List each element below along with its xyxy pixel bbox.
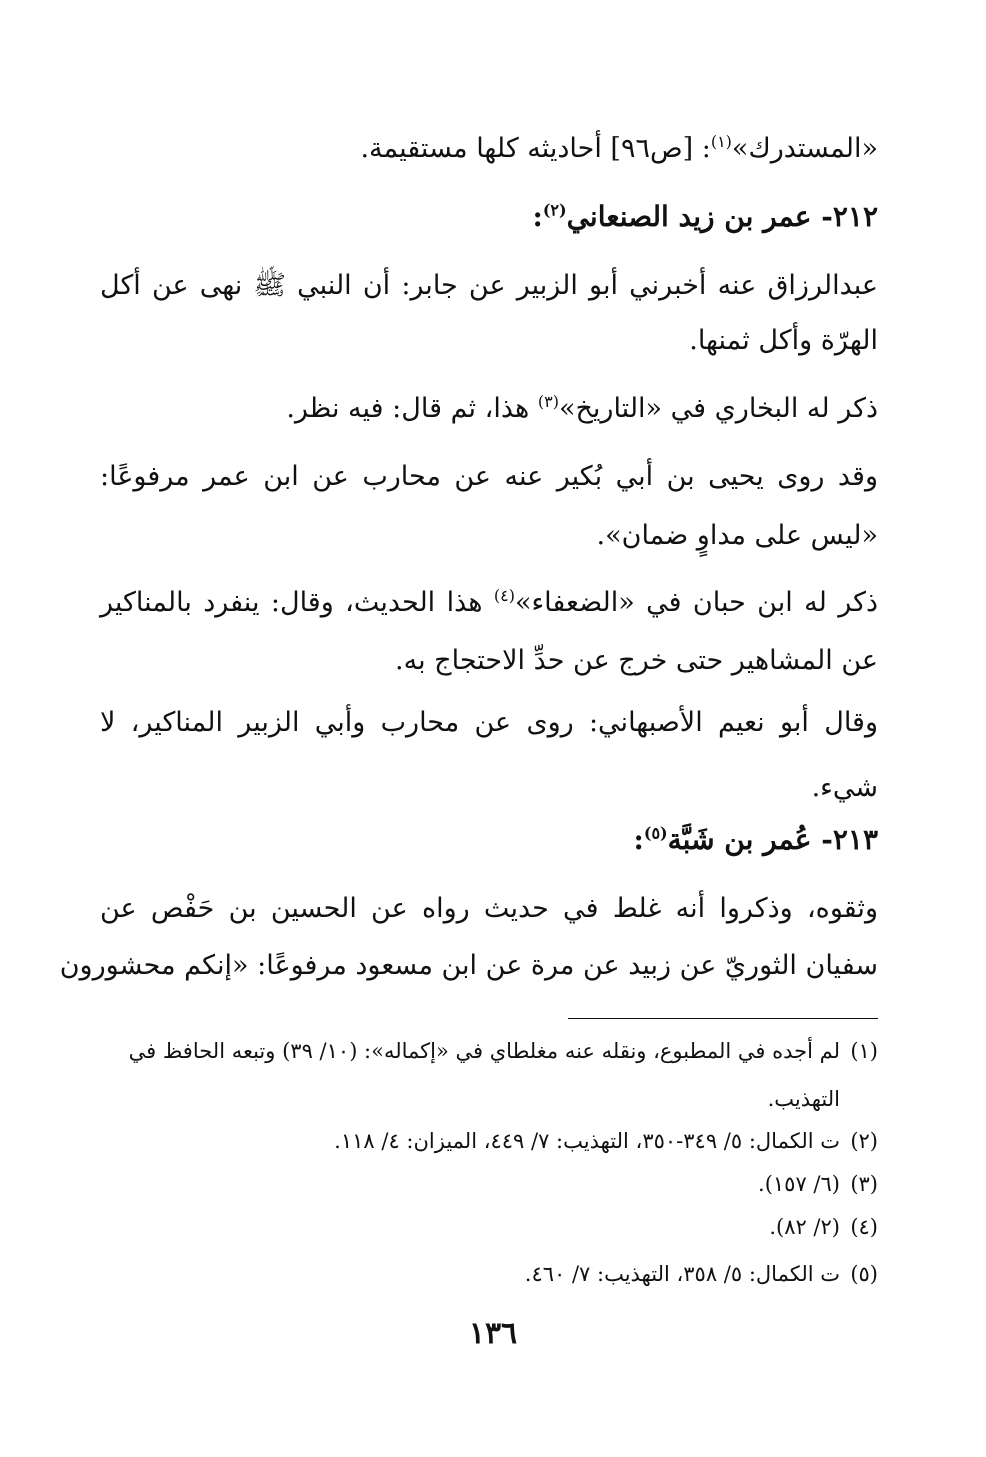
entry-heading-212 [100, 197, 878, 237]
text-segment: : [633, 823, 644, 856]
body-line-mustadrak [100, 129, 878, 169]
entry-title: ٢١٢- عمر بن زيد الصنعاني [566, 200, 878, 233]
footnote-2 [100, 1125, 878, 1157]
footnote-number: (٣) [850, 1172, 878, 1196]
para3-line2: «ليس على مداوٍ ضمان». [596, 520, 878, 551]
footnote-ref-2: (٢) [542, 200, 567, 220]
para1-line2: الهرّة وأكل ثمنها. [689, 325, 878, 356]
footnote-5 [100, 1258, 878, 1290]
footnote-text: (٢/ ٨٢). [769, 1215, 840, 1239]
entry-title: ٢١٣- عُمر بن شَبَّة [667, 823, 878, 856]
text-segment: : [532, 200, 543, 233]
footnote-ref-1: (١) [710, 132, 732, 151]
text-segment: هذا الحديث، وقال: ينفرد بالمناكير [100, 587, 494, 618]
para4-line1 [100, 583, 878, 623]
footnote-1 [100, 1035, 878, 1067]
footnote-number: (١) [850, 1039, 878, 1063]
footnote-text: لم أجده في المطبوع، ونقله عنه مغلطاي في «إكماله»: (١٠/ ٣٩) وتبعه الحافظ في [128, 1039, 840, 1063]
para5-line1: وقال أبو نعيم الأصبهاني: روى عن محارب وأبي الزبير المناكير، لا [100, 707, 878, 738]
footnote-1-continued: التهذيب. [767, 1087, 840, 1111]
page-number: ١٣٦ [468, 1316, 518, 1351]
text-segment: ذكر له ابن حبان في «الضعفاء» [514, 587, 878, 618]
footnote-3 [100, 1168, 878, 1200]
para5-line2: شيء. [811, 772, 878, 803]
footnote-ref-5: (٥) [643, 823, 668, 843]
footnote-number: (٥) [850, 1262, 878, 1286]
footnote-text: ت الكمال: ٥/ ٣٤٩-٣٥٠، التهذيب: ٧/ ٤٤٩، الميزان: ٤/ ١١٨. [334, 1129, 840, 1153]
text-segment: ذكر له البخاري في «التاريخ» [558, 393, 878, 424]
para4-line2: عن المشاهير حتى خرج عن حدِّ الاحتجاج به. [395, 645, 878, 676]
para6-line2: سفيان الثوريّ عن زبيد عن مرة عن ابن مسعود مرفوعًا: «إنكم محشورون [59, 950, 878, 981]
entry-heading-213 [100, 820, 878, 860]
text-segment: : [ص٩٦] أحاديثه كلها مستقيمة. [360, 133, 711, 164]
text-segment: «المستدرك» [731, 133, 878, 164]
para2-line [100, 389, 878, 429]
footnote-4 [100, 1211, 878, 1243]
para1-line1: عبدالرزاق عنه أخبرني أبو الزبير عن جابر: أن النبي ﷺ نهى عن أكل [100, 270, 878, 301]
footnote-number: (٤) [850, 1215, 878, 1239]
footnote-text: (٦/ ١٥٧). [758, 1172, 840, 1196]
para6-line1: وثقوه، وذكروا أنه غلط في حديث رواه عن الحسين بن حَفْص عن [100, 893, 878, 924]
footnote-ref-4: (٤) [493, 586, 515, 605]
footnote-number: (٢) [850, 1129, 878, 1153]
text-segment: هذا، ثم قال: فيه نظر. [286, 393, 538, 424]
footnote-separator [568, 1018, 878, 1019]
footnote-text: ت الكمال: ٥/ ٣٥٨، التهذيب: ٧/ ٤٦٠. [524, 1262, 840, 1286]
footnote-ref-3: (٣) [537, 392, 559, 411]
para3-line1: وقد روى يحيى بن أبي بُكير عنه عن محارب عن ابن عمر مرفوعًا: [100, 461, 878, 492]
